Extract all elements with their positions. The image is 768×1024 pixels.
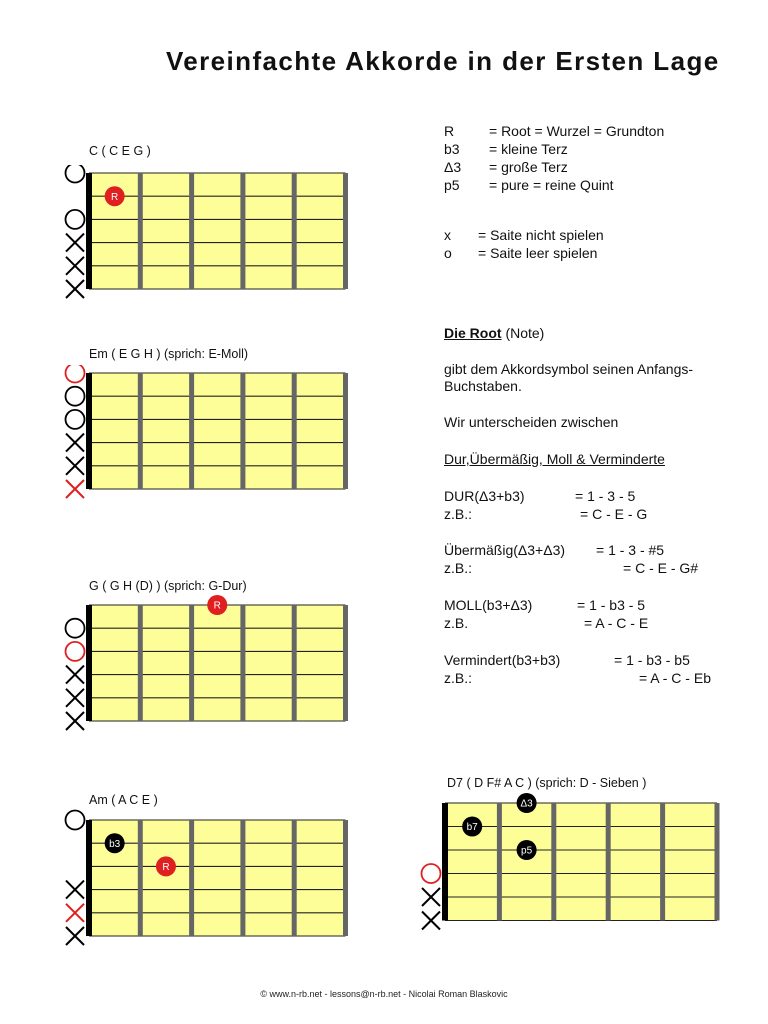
muted-string-icon [66,234,84,252]
legend-text: = pure = reine Quint [489,177,614,193]
fret-wire [240,373,245,489]
legend-sym: R [444,123,455,139]
nut [86,173,92,289]
finger-dot [207,595,227,615]
fret-wire [292,373,297,489]
legend-text: = kleine Terz [489,141,568,157]
chord-label-am: Am ( A C E ) [89,793,158,807]
legend-sym: p5 [444,177,460,193]
formula-example: = C - E - G [580,506,648,522]
fret-wire [343,173,348,289]
open-string-icon [66,387,85,406]
root-heading: Die Root [444,325,502,341]
open-string-icon [66,165,85,183]
fret-wire [189,173,194,289]
muted-string-icon [66,666,84,684]
finger-dot-label: R [111,191,119,203]
fret-wire [138,605,143,721]
nut [86,373,92,489]
muted-string-icon [66,280,84,298]
formula-example: = A - C - E [584,615,649,631]
fret-wire [240,820,245,936]
finger-dot [517,793,537,813]
fretboard-svg [58,165,348,300]
formula-value: = 1 - 3 - 5 [575,488,636,504]
fret-wire [660,803,665,921]
muted-string-red-icon [66,480,84,498]
formula-example-label: z.B.: [444,560,473,576]
footer: © www.n-rb.net - lessons@n-rb.net - Nicolai Roman Blaskovic [260,989,508,999]
page-title: Vereinfachte Akkorde in der Ersten Lage [166,46,720,76]
finger-dot [105,186,125,206]
chord-label-g: G ( G H (D) ) (sprich: G-Dur) [89,579,247,593]
fretboard-background [89,605,346,721]
fretboard-svg [414,789,722,949]
root-heading-line [444,325,544,341]
finger-dot-label: p5 [521,845,533,857]
nut [442,803,448,921]
chord-diagram-g [58,593,348,733]
fret-wire [138,820,143,936]
muted-string-icon [66,927,84,945]
formula-example: = A - C - Eb [639,670,711,686]
muted-string-red-icon [66,904,84,922]
fret-wire [551,803,556,921]
muted-string-icon [66,712,84,730]
finger-dot-label: b3 [109,838,121,850]
finger-dot-label: Δ3 [520,798,533,810]
formula-value: = 1 - b3 - 5 [577,597,646,613]
fret-wire [189,605,194,721]
open-string-red-icon [66,642,85,661]
formula-name: Übermäßig(Δ3+Δ3) [444,542,566,558]
fret-wire [343,605,348,721]
open-string-icon [66,619,85,638]
finger-dot-label: R [213,600,221,612]
chord-diagram-em [58,365,348,500]
string-legend-sym: x [444,227,451,243]
fretboard-background [89,173,346,289]
string-legend-text: = Saite leer spielen [478,245,598,261]
chord-diagram-d7 [414,789,722,949]
root-description-2: Buchstaben. [444,378,522,394]
legend-text: = große Terz [489,159,568,175]
formula-value: = 1 - b3 - b5 [614,652,690,668]
fret-wire [189,820,194,936]
formula-example-label: z.B.: [444,670,473,686]
formula-example-label: z.B.: [444,506,473,522]
fretboard-background [89,373,346,489]
chord-label-d7: D7 ( D F# A C ) (sprich: D - Sieben ) [447,776,647,790]
finger-dot [156,856,176,876]
fret-wire [292,173,297,289]
chord-label-c: C ( C E G ) [89,144,151,158]
legend-sym: Δ3 [444,159,462,175]
muted-string-icon [66,881,84,899]
fretboard-svg [58,593,348,733]
muted-string-icon [422,888,440,906]
open-string-red-icon [66,365,85,383]
fret-wire [189,373,194,489]
fret-wire [138,173,143,289]
finger-dot-label: R [162,862,170,873]
fret-wire [715,803,720,921]
fret-wire [138,373,143,489]
formula-name: MOLL(b3+Δ3) [444,597,533,613]
finger-dot [462,817,482,837]
muted-string-icon [66,434,84,452]
open-string-icon [66,210,85,229]
formula-name: DUR(Δ3+b3) [444,488,525,504]
root-heading-suffix: (Note) [501,325,545,341]
fret-wire [292,605,297,721]
muted-string-icon [66,457,84,475]
fret-wire [343,820,348,936]
chord-types-line: Dur,Übermäßig, Moll & Verminderte [444,451,665,467]
open-string-red-icon [422,864,441,883]
fret-wire [497,803,502,921]
fretboard-svg [58,806,348,946]
chord-diagram-am [58,806,348,946]
fretboard-background [445,803,717,921]
formula-name: Vermindert(b3+b3) [444,652,561,668]
fretboard-svg [58,365,348,500]
root-description-1: gibt dem Akkordsymbol seinen Anfangs- [444,361,694,377]
legend-text: = Root = Wurzel = Grundton [489,123,665,139]
finger-dot-label: b7 [466,822,478,834]
fret-wire [292,820,297,936]
chord-diagram-c [58,165,348,300]
legend-sym: b3 [444,141,460,157]
string-legend-sym: o [444,245,452,261]
fret-wire [240,605,245,721]
fret-wire [343,373,348,489]
distinguish-text: Wir unterscheiden zwischen [444,414,619,430]
string-legend-text: = Saite nicht spielen [478,227,604,243]
open-string-icon [66,811,85,830]
nut [86,605,92,721]
muted-string-icon [66,257,84,275]
nut [86,820,92,936]
open-string-icon [66,410,85,429]
finger-dot [517,840,537,860]
formula-example: = C - E - G# [623,560,699,576]
fretboard-background [89,820,346,936]
muted-string-icon [66,689,84,707]
muted-string-icon [422,912,440,930]
formula-example-label: z.B. [444,615,469,631]
fret-wire [240,173,245,289]
chord-label-em: Em ( E G H ) (sprich: E-Moll) [89,347,249,361]
finger-dot [105,833,125,853]
fret-wire [606,803,611,921]
formula-value: = 1 - 3 - #5 [596,542,665,558]
